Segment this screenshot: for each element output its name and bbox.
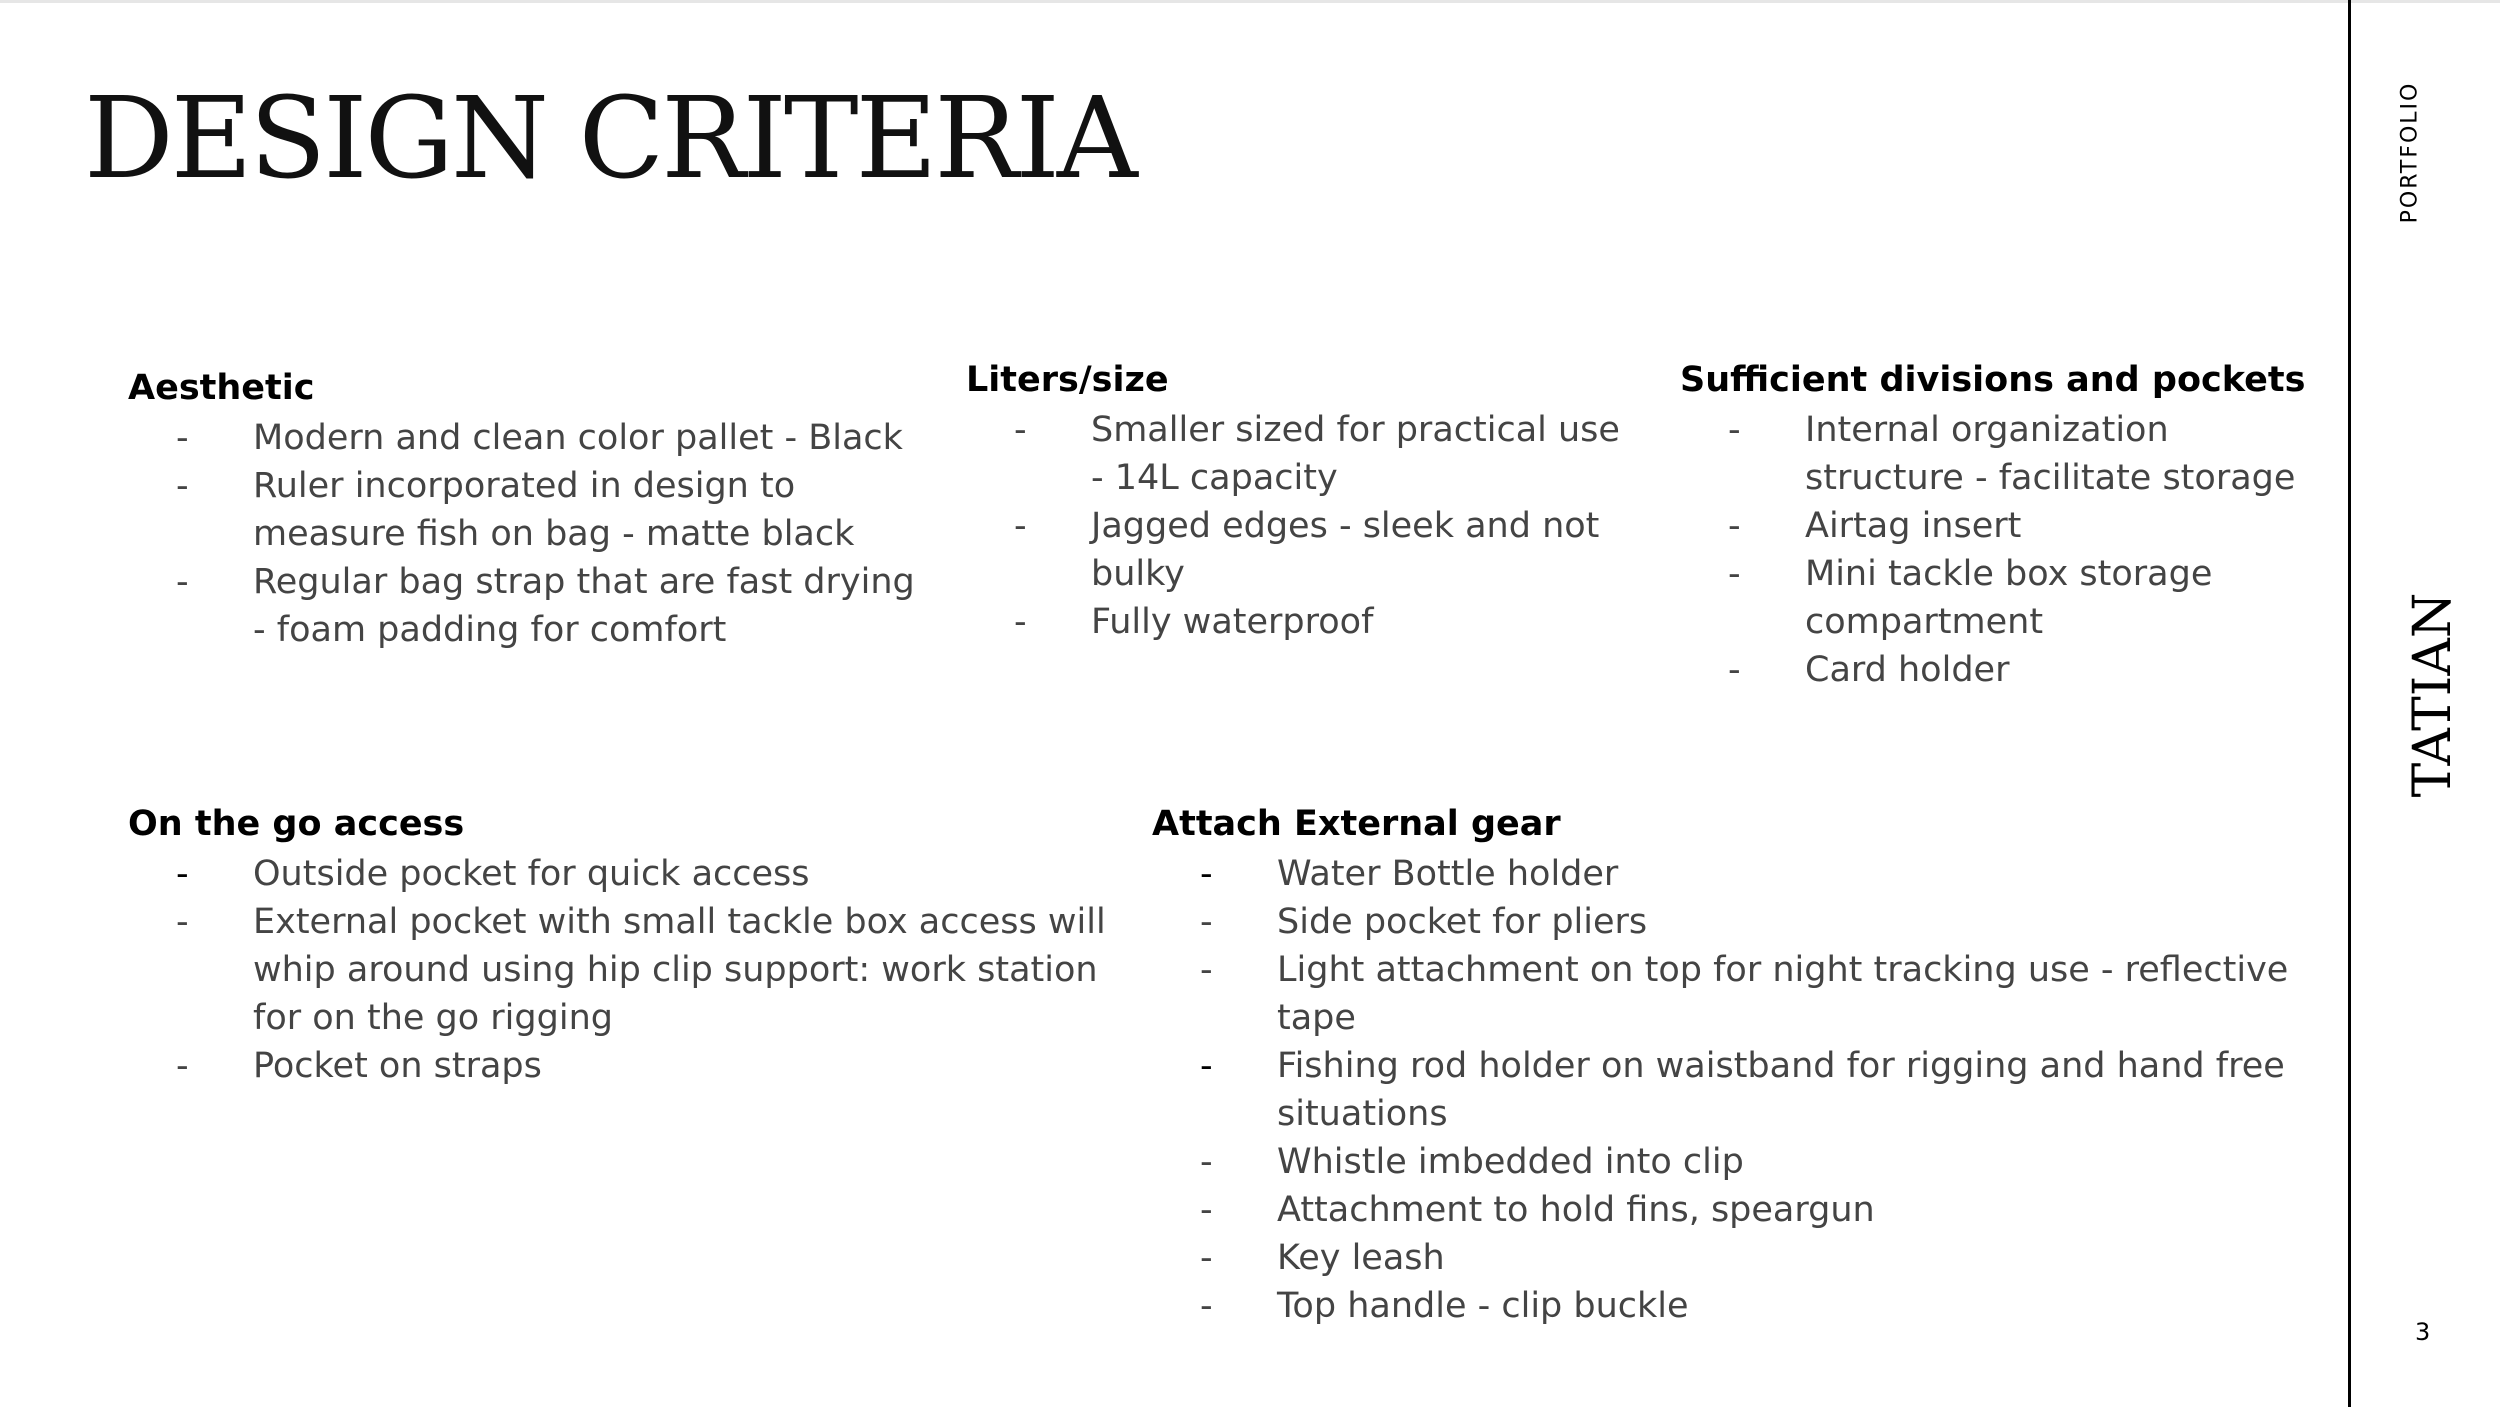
bullet-dash: - (176, 854, 189, 894)
list-item (966, 598, 1626, 646)
list-item-text: Key leash (1277, 1238, 1445, 1278)
list-item (1152, 1186, 2312, 1234)
bullet-dash: - (1200, 1046, 1213, 1086)
bullet-list (128, 414, 918, 654)
section-heading: Aesthetic (128, 368, 315, 408)
list-item-text: Jagged edges - sleek and not bulky (1091, 506, 1600, 594)
list-item-text: Airtag insert (1805, 506, 2022, 546)
list-item-text: Top handle - clip buckle (1277, 1286, 1689, 1326)
list-item (128, 414, 918, 462)
bullet-dash: - (1014, 602, 1027, 642)
list-item (128, 558, 918, 654)
bullet-dash: - (1200, 1286, 1213, 1326)
section-heading: On the go access (128, 804, 465, 844)
list-item-text: Mini tackle box storage compartment (1805, 554, 2213, 642)
list-item (1152, 850, 2312, 898)
bullet-dash: - (1014, 410, 1027, 450)
list-item-text: Light attachment on top for night tracking use - reflective tape (1277, 950, 2289, 1038)
bullet-dash: - (176, 902, 189, 942)
bullet-list (966, 406, 1626, 646)
section-aesthetic (128, 366, 918, 654)
list-item (966, 406, 1626, 502)
slide-title: DESIGN CRITERIA (84, 74, 1135, 204)
bullet-dash: - (1728, 650, 1741, 690)
list-item-text: Fully waterproof (1091, 602, 1374, 642)
list-item (128, 898, 1138, 1042)
list-item-text: Internal organization structure - facilitate storage (1805, 410, 2296, 498)
bullet-dash: - (176, 562, 189, 602)
bullet-list (1680, 406, 2320, 694)
bullet-dash: - (1200, 950, 1213, 990)
list-item-text: Outside pocket for quick access (253, 854, 810, 894)
list-item-text: Whistle imbedded into clip (1277, 1142, 1744, 1182)
list-item-text: Attachment to hold fins, speargun (1277, 1190, 1875, 1230)
list-item (1152, 1282, 2312, 1330)
list-item-text: Smaller sized for practical use - 14L capacity (1091, 410, 1620, 498)
list-item-text: Fishing rod holder on waistband for rigging and hand free situations (1277, 1046, 2285, 1134)
bullet-dash: - (1200, 1238, 1213, 1278)
list-item (128, 462, 918, 558)
bullet-dash: - (1200, 854, 1213, 894)
list-item-text: Side pocket for pliers (1277, 902, 1648, 942)
sidebar-author-name: TATIAN (2403, 592, 2463, 798)
list-item-text: Water Bottle holder (1277, 854, 1619, 894)
list-item (1680, 406, 2320, 502)
bullet-dash: - (1728, 506, 1741, 546)
section-heading: Attach External gear (1152, 804, 1561, 844)
list-item-text: Modern and clean color pallet - Black (253, 418, 903, 458)
page-number: 3 (2415, 1318, 2431, 1346)
section-heading: Sufficient divisions and pockets (1680, 360, 2306, 400)
section-liters-size (966, 358, 1626, 646)
sidebar-divider (2348, 0, 2351, 1407)
bullet-dash: - (1200, 1142, 1213, 1182)
section-heading: Liters/size (966, 360, 1169, 400)
list-item-text: Ruler incorporated in design to measure fish on bag - matte black (253, 466, 855, 554)
list-item-text: Regular bag strap that are fast drying - foam padding for comfort (253, 562, 915, 650)
bullet-list (1152, 850, 2312, 1330)
section-on-the-go-access (128, 802, 1138, 1090)
list-item (1152, 1234, 2312, 1282)
list-item (966, 502, 1626, 598)
list-item (1680, 502, 2320, 550)
list-item (1680, 550, 2320, 646)
list-item-text: Card holder (1805, 650, 2010, 690)
bullet-dash: - (1728, 410, 1741, 450)
section-attach-external-gear (1152, 802, 2312, 1330)
bullet-dash: - (176, 1046, 189, 1086)
bullet-list (128, 850, 1138, 1090)
list-item-text: Pocket on straps (253, 1046, 542, 1086)
sidebar-portfolio-label: PORTFOLIO (2397, 81, 2423, 224)
list-item (128, 850, 1138, 898)
list-item (1680, 646, 2320, 694)
list-item (1152, 1042, 2312, 1138)
bullet-dash: - (1014, 506, 1027, 546)
bullet-dash: - (176, 418, 189, 458)
bullet-dash: - (176, 466, 189, 506)
bullet-dash: - (1728, 554, 1741, 594)
bullet-dash: - (1200, 1190, 1213, 1230)
list-item (128, 1042, 1138, 1090)
list-item (1152, 1138, 2312, 1186)
section-divisions-pockets (1680, 358, 2320, 694)
list-item-text: External pocket with small tackle box access will whip around using hip clip support: work station for on the go rigging (253, 902, 1106, 1038)
bullet-dash: - (1200, 902, 1213, 942)
list-item (1152, 946, 2312, 1042)
list-item (1152, 898, 2312, 946)
